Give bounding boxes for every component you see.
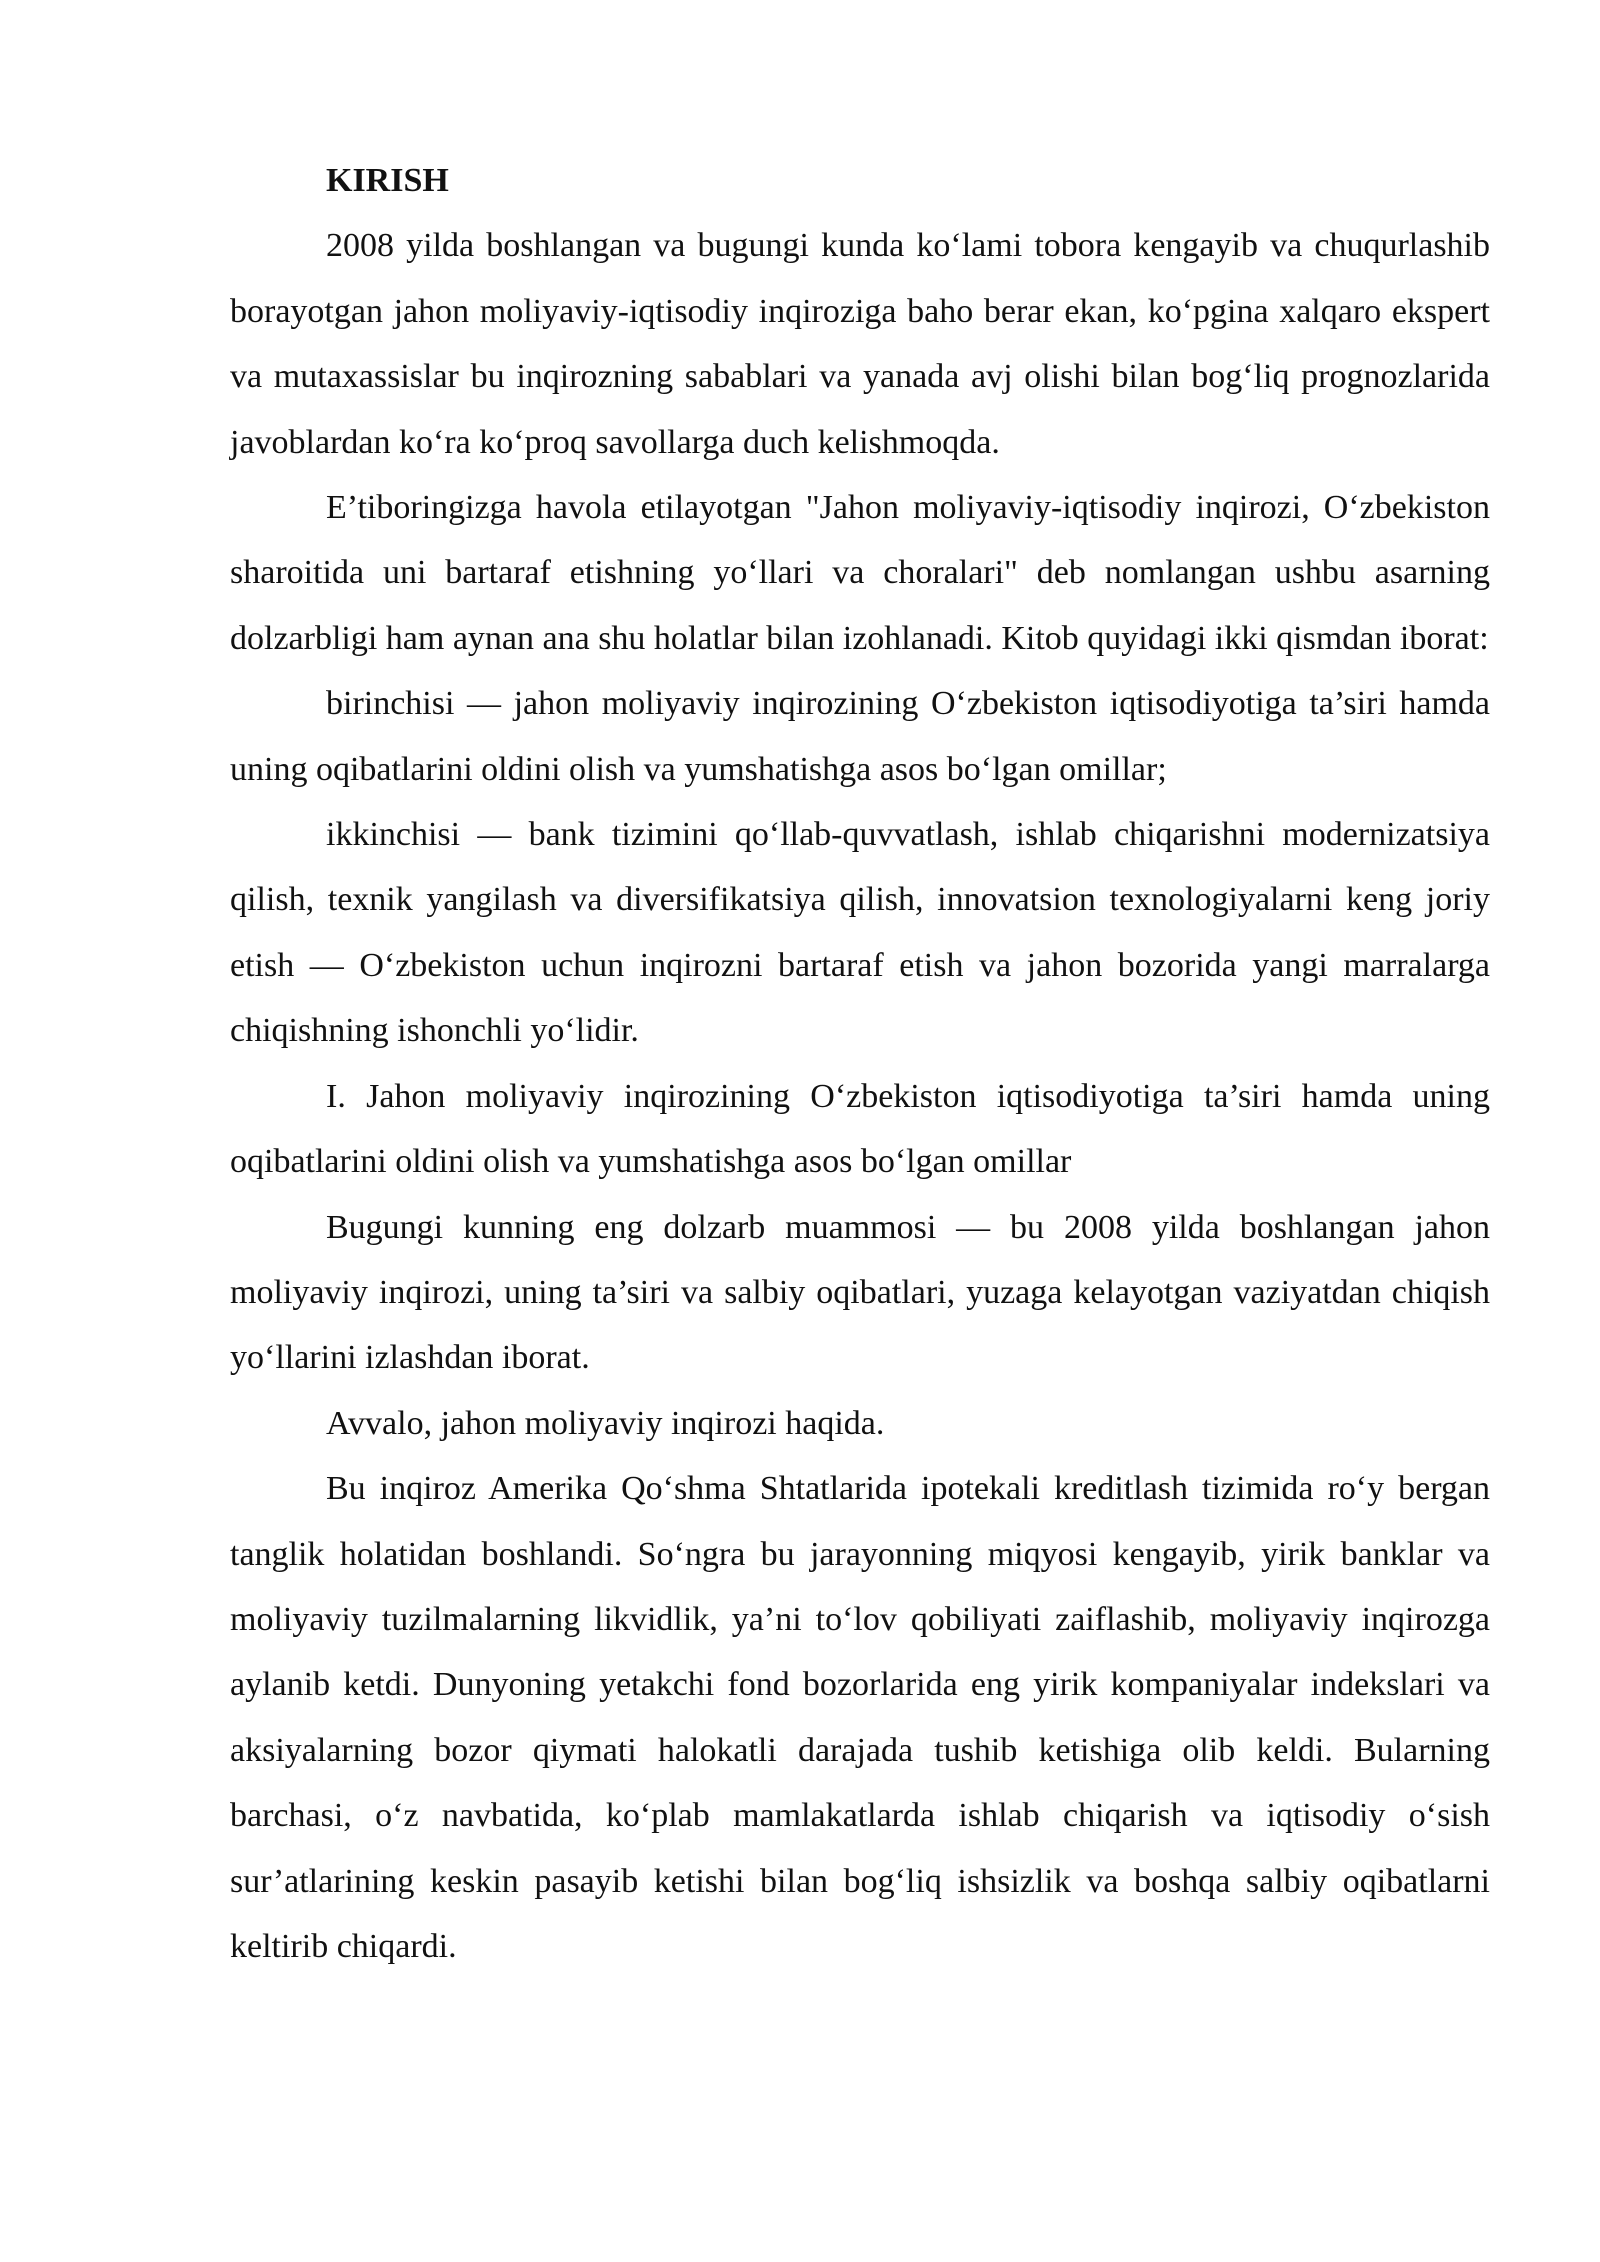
section-heading-part-one: I. Jahon moliyaviy inqirozining O‘zbekiston iqtisodiyotiga ta’siri hamda uning oqibatlarini oldini olish va yumshatishga asos bo‘lgan omillar xyxy=(230,1077,1490,1181)
section-title: KIRISH xyxy=(326,162,449,199)
paragraph-part-one: birinchisi — jahon moliyaviy inqirozining O‘zbekiston iqtisodiyotiga ta’siri hamda uning oqibatlarini oldini olish va yumshatishga asos bo‘lgan omillar; xyxy=(230,685,1490,788)
paragraph-part-two: ikkinchisi — bank tizimini qo‘llab-quvvatlash, ishlab chiqarishni modernizatsiya qilish, texnik yangilash va diversifikatsiya qilish, innovatsion texnologiyalarni keng joriy etish — O‘zbekiston uchun inqirozni bartaraf etish va jahon bozorida yangi marralarga chiqishning ishonchli yo‘lidir. xyxy=(230,816,1490,1050)
document-page xyxy=(230,148,1490,1979)
paragraph-first-of-all: Avvalo, jahon moliyaviy inqirozi haqida. xyxy=(326,1404,885,1442)
paragraph-book-description: E’tiboringizga havola etilayotgan "Jahon moliyaviy-iqtisodiy inqirozi, O‘zbekiston sharoitida uni bartaraf etishning yo‘llari va choralari" deb nomlangan ushbu asarning dolzarbligi ham aynan ana shu holatlar bilan izohlanadi. Kitob quyidagi ikki qismdan iborat: xyxy=(230,489,1490,657)
paragraph-intro: 2008 yilda boshlangan va bugungi kunda ko‘lami tobora kengayib va chuqurlashib borayotgan jahon moliyaviy-iqtisodiy inqiroziga baho berar ekan, ko‘pgina xalqaro ekspert va mutaxassislar bu inqirozning sabablari va yanada avj olishi bilan bog‘liq prognozlarida javoblardan ko‘ra ko‘proq savollarga duch kelishmoqda. xyxy=(230,227,1490,461)
paragraph-main-problem: Bugungi kunning eng dolzarb muammosi — bu 2008 yilda boshlangan jahon moliyaviy inqirozi, uning ta’siri va salbiy oqibatlari, yuzaga kelayotgan vaziyatdan chiqish yo‘llarini izlashdan iborat. xyxy=(230,1208,1490,1377)
paragraph-crisis-origin: Bu inqiroz Amerika Qo‘shma Shtatlarida ipotekali kreditlash tizimida ro‘y bergan tanglik holatidan boshlandi. So‘ngra bu jarayonning miqyosi kengayib, yirik banklar va moliyaviy tuzilmalarning likvidlik, ya’ni to‘lov qobiliyati zaiflashib, moliyaviy inqirozga aylanib ketdi. Dunyoning yetakchi fond bozorlarida eng yirik kompaniyalar indekslari va aksiyalarning bozor qiymati halokatli darajada tushib ketishiga olib keldi. Bularning barchasi, o‘z navbatida, ko‘plab mamlakatlarda ishlab chiqarish va iqtisodiy o‘sish sur’atlarining keskin pasayib ketishi bilan bog‘liq ishsizlik va boshqa salbiy oqibatlarni keltirib chiqardi. xyxy=(230,1470,1490,1965)
